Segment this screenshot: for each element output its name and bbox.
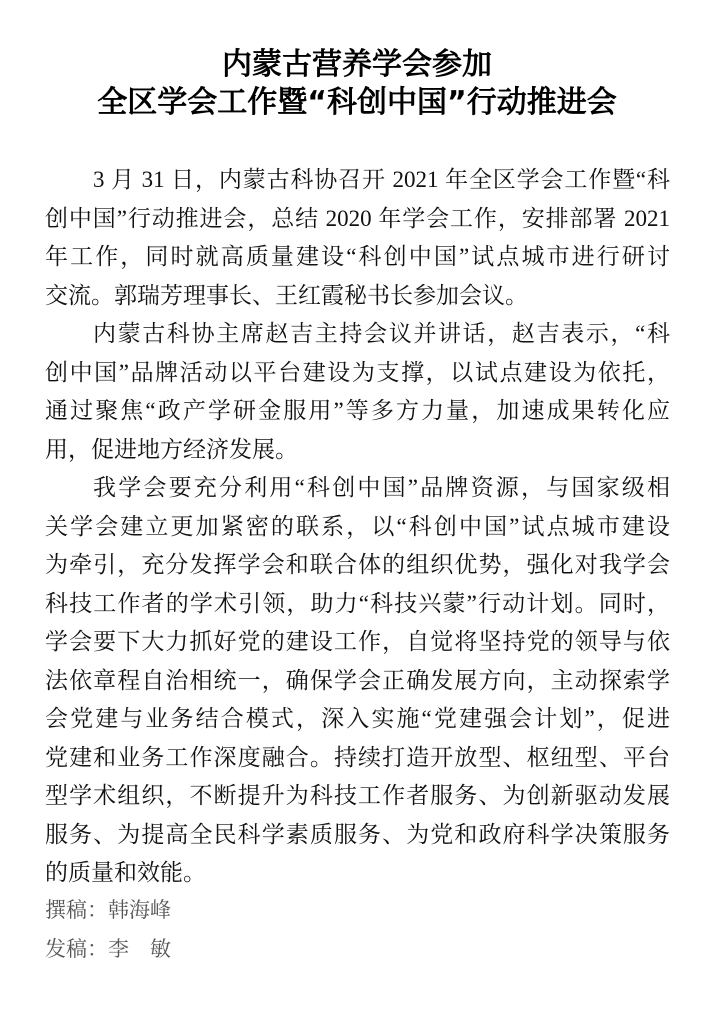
paragraph-line: 内蒙古科协主席赵吉主持会议并讲话，赵吉表示，“科 bbox=[93, 321, 670, 346]
paragraph-line: 科技工作者的学术引领，助力“科技兴蒙”行动计划。同时， bbox=[45, 590, 670, 616]
paragraph-line: 我学会要充分利用“科创中国”品牌资源，与国家级相 bbox=[93, 475, 670, 500]
paragraph-line: 型学术组织，不断提升为科技工作者服务、为创新驱动发展 bbox=[45, 783, 670, 808]
paragraph-line: 交流。郭瑞芳理事长、王红霞秘书长参加会议。 bbox=[45, 282, 528, 308]
article-title bbox=[0, 46, 714, 122]
paragraph-line: 学会要下大力抓好党的建设工作，自觉将坚持党的领导与依 bbox=[45, 629, 670, 654]
title-line-1: 内蒙古营养学会参加 bbox=[222, 47, 492, 82]
paragraph-line: 法依章程自治相统一，确保学会正确发展方向，主动探索学 bbox=[45, 667, 670, 693]
article-body bbox=[45, 161, 670, 893]
paragraph-2 bbox=[45, 315, 670, 469]
paragraph-line: 关学会建立更加紧密的联系，以“科创中国”试点城市建设 bbox=[45, 513, 670, 539]
paragraph-line: 年工作，同时就高质量建设“科创中国”试点城市进行研讨 bbox=[45, 244, 670, 269]
paragraph-line: 服务、为提高全民科学素质服务、为党和政府科学决策服务 bbox=[45, 821, 670, 847]
paragraph-line: 创中国”品牌活动以平台建设为支撑，以试点建设为依托， bbox=[45, 359, 670, 385]
paragraph-line: 通过聚焦“政产学研金服用”等多方力量，加速成果转化应 bbox=[45, 398, 670, 423]
byline-publisher: 发稿：李 敏 bbox=[45, 937, 171, 961]
paragraph-line: 党建和业务工作深度融合。持续打造开放型、枢纽型、平台 bbox=[45, 744, 670, 770]
paragraph-line: 会党建与业务结合模式，深入实施“党建强会计划”，促进 bbox=[45, 706, 670, 731]
title-line-2: 全区学会工作暨“科创中国”行动推进会 bbox=[97, 85, 617, 120]
byline bbox=[45, 892, 670, 969]
paragraph-line: 为牵引，充分发挥学会和联合体的组织优势，强化对我学会 bbox=[45, 552, 670, 577]
byline-writer: 撰稿：韩海峰 bbox=[45, 899, 171, 922]
paragraph-line: 的质量和效能。 bbox=[45, 860, 206, 885]
paragraph-1 bbox=[45, 161, 670, 315]
paragraph-line: 用，促进地方经济发展。 bbox=[45, 436, 298, 462]
paragraph-line: 3 月 31 日，内蒙古科协召开 2021 年全区学会工作暨“科 bbox=[93, 167, 670, 192]
paragraph-line: 创中国”行动推进会，总结 2020 年学会工作，安排部署 2021 bbox=[45, 205, 670, 231]
paragraph-3 bbox=[45, 469, 670, 893]
